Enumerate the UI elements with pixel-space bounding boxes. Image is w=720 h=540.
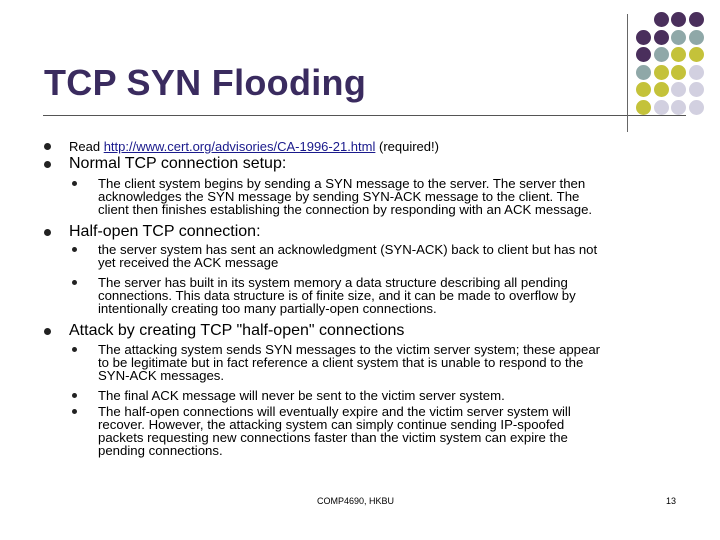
decor-dot <box>636 65 651 80</box>
title-divider <box>43 115 686 116</box>
footer-course: COMP4690, HKBU <box>317 496 395 506</box>
bullet-icon <box>44 161 51 168</box>
sub-bullet-icon <box>72 247 77 252</box>
text-line: The attacking system sends SYN messages to the victim server system; these appear <box>98 342 601 357</box>
decor-dot <box>689 100 704 115</box>
sub-bullet-data-structure <box>98 276 576 315</box>
bullet-read-suffix: (required!) <box>375 139 439 154</box>
bullet-normal-tcp: Normal TCP connection setup: <box>69 155 287 172</box>
bullet-read-requirement <box>69 140 439 153</box>
decor-dot <box>689 82 704 97</box>
decor-dot <box>671 12 686 27</box>
sub-bullet-normal-setup <box>98 177 592 216</box>
text-line: the server system has sent an acknowledgment (SYN-ACK) back to client but has not <box>98 242 598 257</box>
text-line: pending connections. <box>98 443 223 458</box>
decor-dot <box>654 47 669 62</box>
decor-dot <box>689 12 704 27</box>
cert-advisory-link[interactable]: http://www.cert.org/advisories/CA-1996-21.html <box>103 139 376 154</box>
sub-bullet-icon <box>72 280 77 285</box>
text-line: recover. However, the attacking system can simply continue sending IP-spoofed <box>98 417 565 432</box>
decor-dot <box>654 30 669 45</box>
text-line: The client system begins by sending a SYN message to the server. The server then <box>98 176 586 191</box>
decor-dot <box>636 100 651 115</box>
bullet-attack: Attack by creating TCP "half-open" connections <box>69 322 405 339</box>
decor-dot <box>689 30 704 45</box>
text-line: SYN-ACK messages. <box>98 368 225 383</box>
sub-bullet-final-ack <box>98 389 505 402</box>
decor-dot <box>671 100 686 115</box>
sub-bullet-icon <box>72 393 77 398</box>
sub-bullet-icon <box>72 347 77 352</box>
text-line: The server has built in its system memory a data structure describing all pending <box>98 275 568 290</box>
page-number: 13 <box>666 496 677 506</box>
sub-bullet-icon <box>72 409 77 414</box>
decor-dot <box>671 47 686 62</box>
bullet-icon <box>44 229 51 236</box>
bullet-read-prefix: Read <box>69 139 104 154</box>
text-line: client then finishes establishing the connection by responding with an ACK message. <box>98 202 593 217</box>
text-line: intentionally creating too many partially-open connections. <box>98 301 437 316</box>
decor-dot <box>671 82 686 97</box>
decor-dot <box>654 12 669 27</box>
text-line: yet received the ACK message <box>98 255 279 270</box>
decor-dot <box>689 65 704 80</box>
text-line: The final ACK message will never be sent to the victim server system. <box>98 388 505 403</box>
decor-dot <box>636 30 651 45</box>
sub-bullet-expire <box>98 405 571 457</box>
sub-bullet-syn-messages <box>98 343 600 382</box>
text-line: packets requesting new connections faster than the victim system can expire the <box>98 430 568 445</box>
decor-dot <box>689 47 704 62</box>
slide-title: TCP SYN Flooding <box>44 62 367 103</box>
sub-bullet-half-open-definition <box>98 243 597 269</box>
decor-dot <box>654 100 669 115</box>
decor-dot <box>671 30 686 45</box>
bullet-half-open: Half-open TCP connection: <box>69 223 261 240</box>
text-line: to be legitimate but in fact reference a client system that is unable to respond to the <box>98 355 584 370</box>
decor-dot <box>671 65 686 80</box>
decor-dot <box>654 82 669 97</box>
text-line: The half-open connections will eventually expire and the victim server system will <box>98 404 571 419</box>
decor-dot <box>636 82 651 97</box>
sub-bullet-icon <box>72 181 77 186</box>
text-line: acknowledges the SYN message by sending SYN-ACK message to the client. The <box>98 189 580 204</box>
decor-dot <box>654 65 669 80</box>
decor-dot <box>636 47 651 62</box>
bullet-icon <box>44 143 51 150</box>
text-line: connections. This data structure is of finite size, and it can be made to overflow by <box>98 288 576 303</box>
decor-vertical-line <box>627 14 628 132</box>
bullet-icon <box>44 328 51 335</box>
